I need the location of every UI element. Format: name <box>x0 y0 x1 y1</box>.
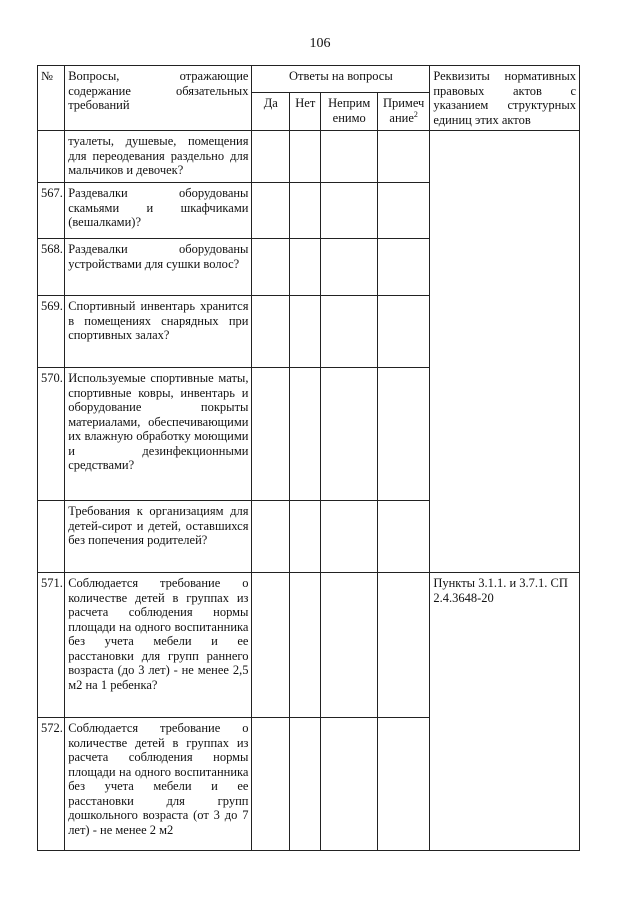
row-number: 571. <box>38 573 65 718</box>
answer-na-cell[interactable] <box>321 718 377 851</box>
answer-no-cell[interactable] <box>290 296 321 368</box>
header-answers: Ответы на вопросы <box>252 66 430 93</box>
answer-yes-cell[interactable] <box>252 183 290 239</box>
header-not-applicable: Неприм енимо <box>321 93 377 131</box>
page-number: 106 <box>309 36 331 51</box>
answer-yes-cell[interactable] <box>252 501 290 573</box>
answer-no-cell[interactable] <box>290 131 321 183</box>
table-row <box>38 131 580 183</box>
row-number: 569. <box>38 296 65 368</box>
requisites-cell: Пункты 3.1.1. и 3.7.1. СП 2.4.3648-20 <box>430 573 580 851</box>
answer-na-cell[interactable] <box>321 131 377 183</box>
answer-no-cell[interactable] <box>290 239 321 296</box>
header-yes: Да <box>252 93 290 131</box>
answer-na-cell[interactable] <box>321 239 377 296</box>
row-question: Соблюдается требование о количестве детей в группах из расчета соблюдения нормы площади на одного воспитанника без учета мебели и ее расстановки для групп дошкольного возраста (от 3 до 7 лет) - не менее 2 м2 <box>65 718 252 851</box>
row-question: Раздевалки оборудованы устройствами для сушки волос? <box>65 239 252 296</box>
header-note-footnote: 2 <box>413 109 418 119</box>
requisites-cell <box>430 131 580 573</box>
answer-yes-cell[interactable] <box>252 239 290 296</box>
header-requisites: Реквизиты нормативных правовых актов с указанием структурных единиц этих актов <box>430 66 580 131</box>
table-row <box>38 573 580 718</box>
row-question: Используемые спортивные маты, спортивные ковры, инвентарь и оборудование покрыты материалами, обеспечивающими их влажную обработку моющими и дезинфекционными средствами? <box>65 368 252 501</box>
answer-na-cell[interactable] <box>321 501 377 573</box>
answer-no-cell[interactable] <box>290 501 321 573</box>
row-question: Соблюдается требование о количестве детей в группах из расчета соблюдения нормы площади на одного воспитанника без учета мебели и ее расстановки для групп раннего возраста (до 3 лет) - не менее 2,5 м2 на 1 ребенка? <box>65 573 252 718</box>
answer-note-cell[interactable] <box>377 501 429 573</box>
header-note <box>377 93 429 131</box>
answer-yes-cell[interactable] <box>252 296 290 368</box>
row-question: туалеты, душевые, помещения для переодевания раздельно для мальчиков и девочек? <box>65 131 252 183</box>
answer-no-cell[interactable] <box>290 573 321 718</box>
answer-yes-cell[interactable] <box>252 368 290 501</box>
answer-no-cell[interactable] <box>290 368 321 501</box>
answer-note-cell[interactable] <box>377 131 429 183</box>
row-number: 570. <box>38 368 65 501</box>
answer-yes-cell[interactable] <box>252 131 290 183</box>
header-no: Нет <box>290 93 321 131</box>
row-question: Раздевалки оборудованы скамьями и шкафчиками (вешалками)? <box>65 183 252 239</box>
answer-no-cell[interactable] <box>290 183 321 239</box>
row-number: 572. <box>38 718 65 851</box>
answer-na-cell[interactable] <box>321 296 377 368</box>
answer-note-cell[interactable] <box>377 183 429 239</box>
row-number: 567. <box>38 183 65 239</box>
answer-no-cell[interactable] <box>290 718 321 851</box>
answer-note-cell[interactable] <box>377 368 429 501</box>
answer-note-cell[interactable] <box>377 296 429 368</box>
answer-na-cell[interactable] <box>321 183 377 239</box>
row-number <box>38 501 65 573</box>
checklist-table <box>37 65 580 851</box>
answer-note-cell[interactable] <box>377 573 429 718</box>
header-note-text: Примеч ание <box>382 96 425 125</box>
row-question: Спортивный инвентарь хранится в помещениях снарядных при спортивных залах? <box>65 296 252 368</box>
answer-na-cell[interactable] <box>321 573 377 718</box>
row-number <box>38 131 65 183</box>
header-question: Вопросы, отражающие содержание обязательных требований <box>65 66 252 131</box>
answer-na-cell[interactable] <box>321 368 377 501</box>
header-row <box>38 66 580 93</box>
header-number: № <box>38 66 65 131</box>
row-number: 568. <box>38 239 65 296</box>
section-title: Требования к организациям для детей-сирот и детей, оставшихся без попечения родителей? <box>65 501 252 573</box>
answer-yes-cell[interactable] <box>252 718 290 851</box>
answer-note-cell[interactable] <box>377 239 429 296</box>
answer-note-cell[interactable] <box>377 718 429 851</box>
answer-yes-cell[interactable] <box>252 573 290 718</box>
